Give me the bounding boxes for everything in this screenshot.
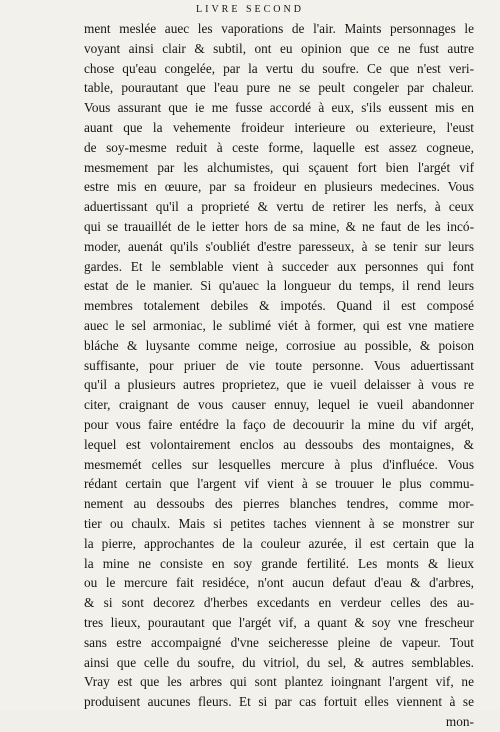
text-line: ou le mercure fait residéce, n'ont aucun defaut d'eau & d'arbres,	[84, 575, 474, 591]
text-line: mesmemét celles sur lesquelles mercure à plus d'influéce. Vous	[84, 456, 474, 472]
text-line: bláche & luysante comme neige, corrosiue au possible, & poison	[84, 337, 474, 353]
text-line: de soy-mesme reduit à ceste forme, laquelle est assez cogneue,	[84, 139, 474, 155]
text-line: suffisante, pour priuer de vie toute personne. Vous aduertissant	[84, 357, 474, 373]
text-line: lequel est volontairement enclos au dessoubs des montaignes, &	[84, 436, 474, 452]
text-line: la mine ne consiste en soy grande fertilité. Les monts & lieux	[84, 555, 474, 571]
text-line: membres totalement debiles & impotés. Quand il est composé	[84, 298, 474, 314]
text-line: auant que la vehemente froideur interieure ou exterieure, l'eust	[84, 119, 474, 135]
text-line: produisent aucunes fleurs. Et si par cas fortuit elles viennent à se	[84, 694, 474, 710]
text-line: & si sont decorez d'herbes excedants en verdeur celles des au-	[84, 595, 474, 611]
text-line: tier ou chaulx. Mais si petites taches viennent à se monstrer sur	[84, 515, 474, 531]
text-line: nement au dessoubs des pierres blanches tendres, comme mor-	[84, 496, 474, 512]
text-line: la pierre, approchantes de la couleur azurée, il est certain que la	[84, 535, 474, 551]
catchword: mon-	[445, 713, 474, 729]
text-line: moder, auenát qu'ils s'oubliét d'estre paresseux, à se tenir sur leurs	[84, 238, 474, 254]
text-line: citer, craignant de vous causer ennuy, lequel ie vueil abandonner	[84, 397, 474, 413]
text-line: auec le sel armoniac, le sublimé viét à former, qui est vne matiere	[84, 317, 474, 333]
text-line: sans estre accompaigné d'vne seicheresse pleine de vapeur. Tout	[84, 634, 474, 650]
text-line: rédant certain que l'argent vif vient à se trouuer le plus commu-	[84, 476, 474, 492]
body-text	[84, 19, 474, 732]
text-line: estat de le manier. Si qu'auec la longueur du temps, il rend leurs	[84, 278, 474, 294]
text-line: estre mis en œuure, par sa froideur en plusieurs medecines. Vous	[84, 179, 474, 195]
text-line: pour vous faire entédre la faço de decouurir la mine du vif argét,	[84, 416, 474, 432]
text-line: Vray est que les arbres qui sont plantez ioingnant l'argent vif, ne	[84, 674, 474, 690]
text-line: aduertissant qu'il a proprieté & vertu de retirer les nerfs, à ceux	[84, 199, 474, 215]
text-line: gardes. Et le semblable vient à succeder aux personnes qui font	[84, 258, 474, 274]
text-line: qui se trauaillét de le ietter hors de sa mine, & ne faut de les incó-	[84, 218, 474, 234]
text-line: ainsi que celle du soufre, du vitriol, du sel, & autres semblables.	[84, 654, 474, 670]
running-head: LIVRE SECOND	[196, 4, 304, 15]
text-line: table, pourautant que l'eau pure ne se peult congeler par chaleur.	[84, 80, 474, 96]
text-line: chose qu'eau congelée, par la vertu du soufre. Ce que n'est veri-	[84, 60, 474, 76]
text-line: mesmement par les alchumistes, qui sçauent fort bien l'argét vif	[84, 159, 474, 175]
text-line: Vous assurant que ie me fusse accordé à eux, s'ils eussent mis en	[84, 100, 474, 116]
text-line: voyant ainsi clair & subtil, ont eu opinion que ce ne fust autre	[84, 40, 474, 56]
text-line: tres lieux, pourautant que l'argét vif, a quant & soy vne frescheur	[84, 614, 474, 630]
text-line: ment meslée auec les vaporations de l'air. Maints personnages le	[84, 21, 474, 36]
text-line: qu'il a plusieurs autres proprietez, que ie vueil delaisser à vous re	[84, 377, 474, 393]
